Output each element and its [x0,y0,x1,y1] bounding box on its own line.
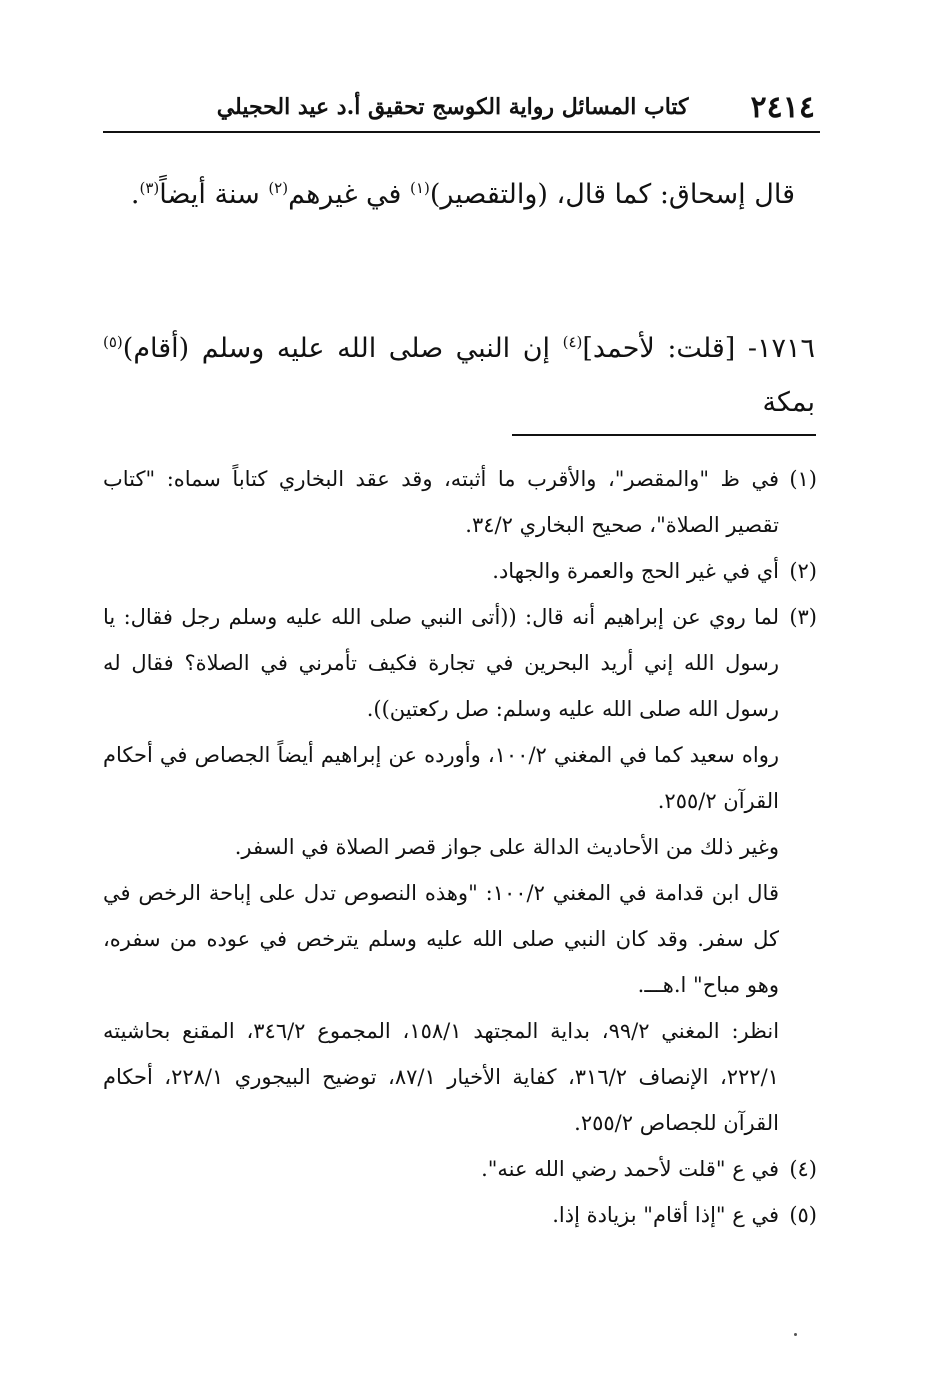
footnotes-section [103,456,817,1238]
main-paragraph-1 [103,168,815,222]
running-title: كتاب المسائل رواية الكوسج تحقيق أ.د عيد الحجيلي [216,94,689,120]
footnote-text: في ع "قلت لأحمد رضي الله عنه". [481,1157,779,1181]
paragraph-text: قال إسحاق: كما قال، (والتقصير) [429,179,795,210]
footnote-marker: (٤) [789,1157,817,1181]
footnote-1 [103,456,817,548]
footnote-3-continuation: وغير ذلك من الأحاديث الدالة على جواز قصر الصلاة في السفر. [234,835,779,859]
scan-speck [794,1333,797,1336]
page-header [103,88,815,126]
footnote-ref-2[interactable]: (٢) [268,179,289,197]
footnote-text: في ع "إذا أقام" بزيادة إذا. [552,1203,779,1227]
footnote-3 [103,594,817,732]
footnote-marker: (٢) [789,559,817,583]
footnote-text: في ظ "والمقصر"، والأقرب ما أثبته، وقد عقد البخاري كتاباً سماه: "كتاب تقصير الصلاة"، صحيح البخاري ٣٤/٢. [103,467,779,537]
footnote-marker: (١) [789,467,817,491]
header-divider [103,131,820,133]
paragraph-text: بمكة [762,387,815,418]
page-number: ٢٤١٤ [750,89,815,125]
footnote-ref-4[interactable]: (٤) [562,333,583,351]
footnote-text: لما روي عن إبراهيم أنه قال: ((أتى النبي صلى الله عليه وسلم رجل فقال: يا رسول الله إني أريد البحرين في تجارة فكيف تأمرني في الصلاة؟ فقال له رسول الله صلى الله عليه وسلم: صل ركعتين)). [103,605,779,721]
footnote-divider [512,434,816,436]
paragraph-text: في غيرهم [288,179,411,210]
footnote-3-continuation: انظر: المغني ٩٩/٢، بداية المجتهد ١٥٨/١، المجموع ٣٤٦/٢، المقنع بحاشيته ٢٢٢/١، الإنصاف ٣١٦/٢، كفاية الأخيار ٨٧/١، توضيح البيجوري ٢٢٨/١، أحكام القرآن للجصاص ٢٥٥/٢. [103,1019,780,1135]
footnote-3-continuation: قال ابن قدامة في المغني ١٠٠/٢: "وهذه النصوص تدل على إباحة الرخص في كل سفر. وقد كان النبي صلى الله عليه وسلم يترخص في عوده من سفره، وهو مباح" ا.هـــ. [103,881,779,997]
footnote-4 [103,1146,817,1192]
footnote-5 [103,1192,817,1238]
footnote-2 [103,548,817,594]
footnote-ref-3[interactable]: (٣) [139,179,160,197]
footnote-marker: (٣) [789,605,817,629]
issue-number-text: ١٧١٦- [قلت: لأحمد] [582,333,816,364]
footnote-text: أي في غير الحج والعمرة والجهاد. [492,559,779,583]
footnote-ref-1[interactable]: (١) [410,179,430,197]
paragraph-text: . [130,179,140,210]
footnote-marker: (٥) [789,1203,817,1227]
paragraph-text: سنة أيضاً [159,179,269,210]
main-paragraph-2 [103,322,815,430]
footnote-3-continuation: رواه سعيد كما في المغني ١٠٠/٢، وأورده عن إبراهيم أيضاً الجصاص في أحكام القرآن ٢٥٥/٢. [103,743,779,813]
paragraph-text: إن النبي صلى الله عليه وسلم (أقام) [122,333,563,364]
footnote-ref-5[interactable]: (٥) [103,333,123,351]
